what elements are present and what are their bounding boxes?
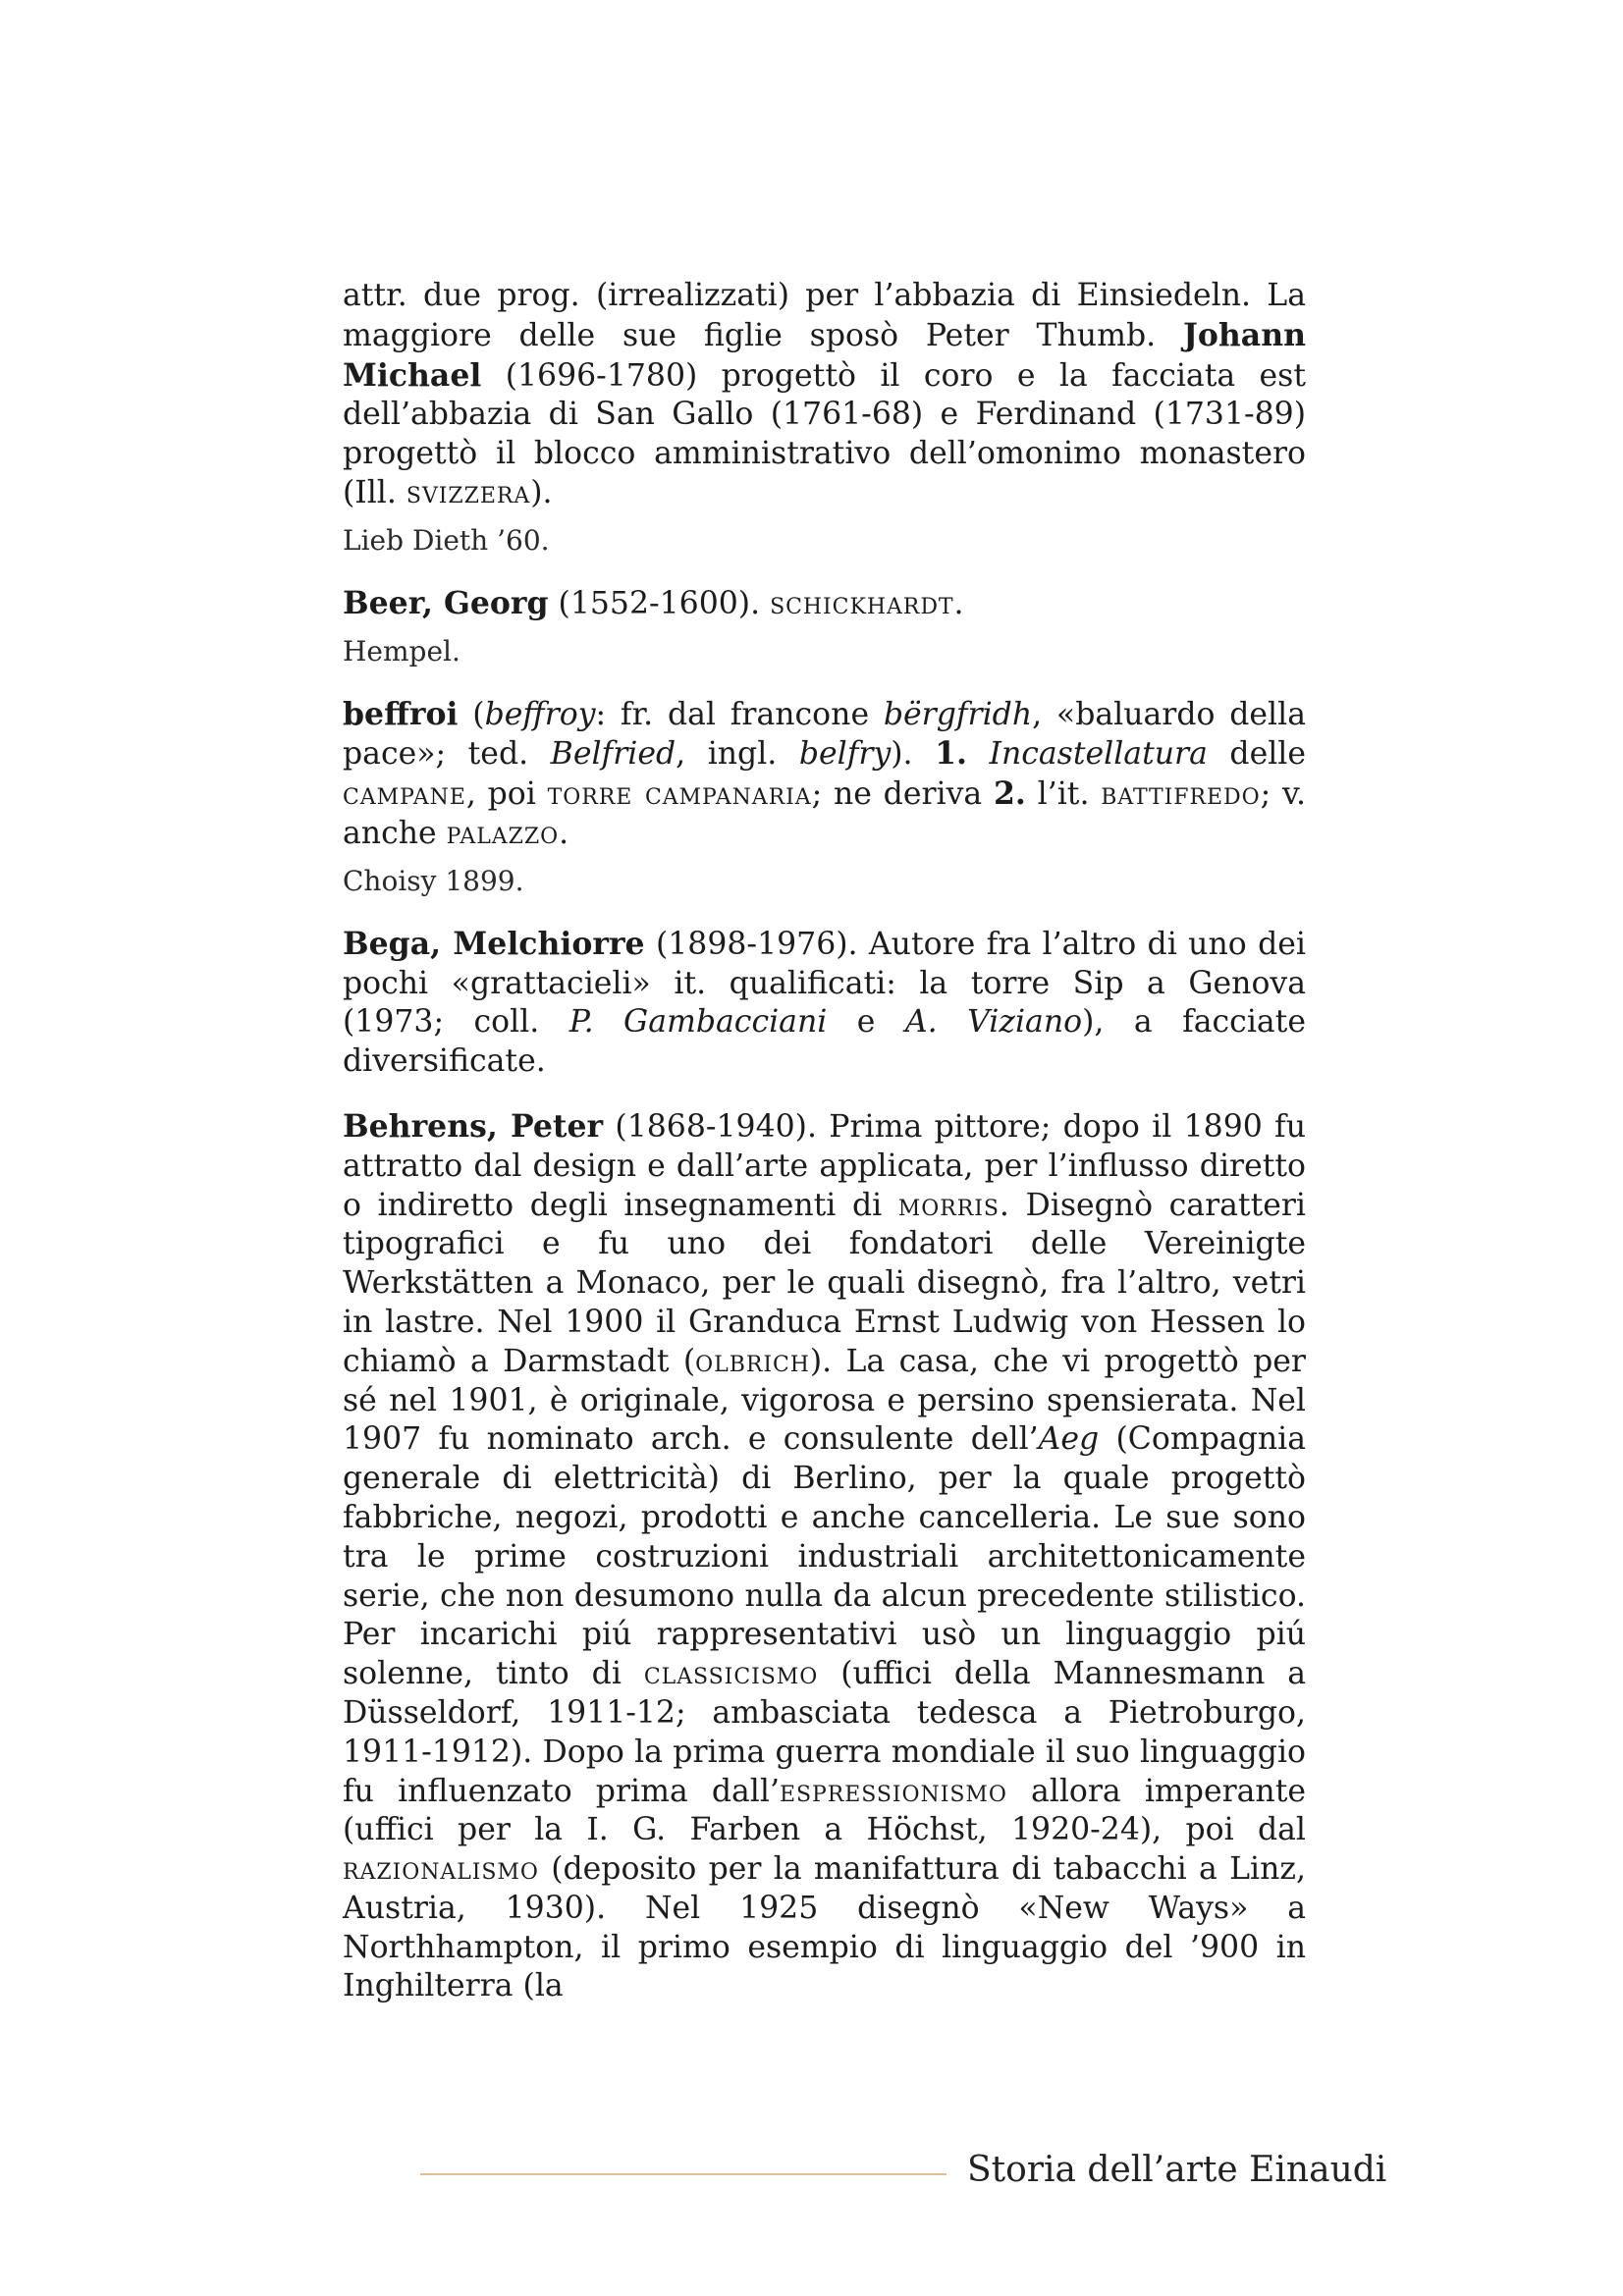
entry-text: , «baluardo della pace»; ted. xyxy=(343,696,1306,773)
entry-text xyxy=(967,736,990,772)
sense-number: 1. xyxy=(935,735,967,773)
cross-reference: battifredo xyxy=(1101,776,1261,813)
entry-text: : fr. dal francone xyxy=(595,696,884,732)
entry-italic: Aeg xyxy=(1038,1421,1100,1458)
entry-italic: belfry xyxy=(798,736,892,773)
cross-reference: schickhardt xyxy=(770,585,954,621)
entry-text: ( xyxy=(458,696,485,732)
cross-reference: morris xyxy=(897,1187,1000,1223)
entry-text: (1696-1780) progettò il coro e la facciata est dell’abbazia di San Gallo (1761-68) e Ferdinand (1731-89) progettò il blocco amministrativo dell’omonimo monastero (Ill. xyxy=(343,357,1306,510)
cross-reference: svizzera xyxy=(406,474,531,510)
entry-italic: bërgfridh xyxy=(883,696,1033,732)
text-column xyxy=(343,277,1306,2006)
cross-reference: razionalismo xyxy=(343,1851,539,1888)
sense-number: 2. xyxy=(993,775,1026,813)
entry-text: ), a facciate diversificate. xyxy=(343,1004,1306,1080)
entry-text: l’it. xyxy=(1025,776,1102,813)
cross-reference: palazzo xyxy=(446,815,560,851)
entry-text: ). La casa, che vi progettò per sé nel 1901, è originale, vigorosa e persino spensierata. Nel 1907 fu nominato arch. e consulente dell’ xyxy=(343,1343,1306,1458)
cross-reference: torre campanaria xyxy=(547,776,812,813)
footer-title: Storia dell’arte Einaudi xyxy=(967,2150,1387,2190)
entry-italic: Belfried xyxy=(550,736,676,773)
entry-text: ; v. anche xyxy=(343,776,1307,851)
entry-italic: beffroy xyxy=(484,696,596,732)
entry-text: ; ne deriva xyxy=(811,776,994,813)
entry-text: (uffici della Mannesmann a Düsseldorf, 1911-12; ambasciata tedesca a Pietroburgo, 1911-1912). Dopo la prima guerra mondiale il suo linguaggio fu influenzato prima dall’ xyxy=(343,1656,1307,1809)
entry-text: , poi xyxy=(465,776,548,813)
entry-text: ). xyxy=(891,736,936,773)
bibliography: Lieb Dieth ’60. xyxy=(343,523,550,557)
entry-text: (1552-1600). xyxy=(548,585,771,621)
entry-text: . xyxy=(559,815,569,851)
entry-text: (1898-1976). Autore fra l’altro di uno dei pochi «grattacieli» it. qualificati: la torre Sip a Genova (1973; coll. xyxy=(343,926,1306,1041)
entry-headword: Beer, Georg xyxy=(343,584,549,621)
entry-text: delle xyxy=(1207,736,1307,773)
entry-text: . xyxy=(953,585,964,621)
entry-text: allora imperante (uffici per la I. G. Farben a Höchst, 1920-24), poi dal xyxy=(343,1773,1307,1848)
cross-reference: classicismo xyxy=(643,1656,819,1692)
entry-headword: Bega, Melchiorre xyxy=(343,925,645,962)
entry-text: ). xyxy=(530,474,553,510)
entry-continuation xyxy=(343,277,1306,513)
entry-bega xyxy=(343,925,1306,1082)
entry-headword: beffroi xyxy=(343,695,459,732)
cross-reference: campane xyxy=(343,776,466,813)
entry-text: , ingl. xyxy=(676,736,799,773)
footer-rule xyxy=(420,2173,947,2175)
cross-reference: espressionismo xyxy=(779,1773,1007,1809)
entry-text: (deposito per la manifattura di tabacchi a Linz, Austria, 1930). Nel 1925 disegnò «New Ways» a Northhampton, il primo esempio di linguaggio del ’900 in Inghilterra (la xyxy=(343,1851,1306,2004)
entry-text: (1868-1940). Prima pittore; dopo il 1890 fu attratto dal design e dall’arte applicata, per l’influsso diretto o indiretto degli insegnamenti di xyxy=(343,1108,1307,1223)
entry-italic: A. Viziano xyxy=(904,1004,1083,1041)
entry-text: (Compagnia generale di elettricità) di Berlino, per la quale progettò fabbriche, negozi, prodotti e anche cancelleria. Le sue sono tra le prime costruzioni industriali architettonicamente serie, che non desumono nulla da alcun precedente stilistico. Per incarichi piú rappresentativi usò un linguaggio piú solenne, tinto di xyxy=(343,1421,1306,1692)
entry-beer xyxy=(343,584,1306,624)
cross-reference: olbrich xyxy=(695,1343,810,1379)
entry-text: attr. due prog. (irrealizzati) per l’abbazia di Einsiedeln. La maggiore delle sue figlie sposò Peter Thumb. xyxy=(343,278,1306,353)
bibliography: Choisy 1899. xyxy=(343,864,524,897)
entry-italic: P. Gambacciani xyxy=(568,1004,828,1041)
entry-text: e xyxy=(827,1004,905,1041)
bibliography: Hempel. xyxy=(343,634,460,667)
entry-italic: Incastellatura xyxy=(989,736,1208,773)
entry-headword: Behrens, Peter xyxy=(343,1107,604,1145)
entry-name: Johann Michael xyxy=(343,316,1306,394)
entry-beffroi xyxy=(343,695,1306,854)
entry-text: . Disegnò caratteri tipografici e fu uno dei fondatori delle Vereinigte Werkstätten a Monaco, per le quali disegnò, fra l’altro, vetri in lastre. Nel 1900 il Granduca Ernst Ludwig von Hessen lo chiamò a Darmstadt ( xyxy=(343,1187,1306,1379)
entry-behrens xyxy=(343,1107,1306,2006)
